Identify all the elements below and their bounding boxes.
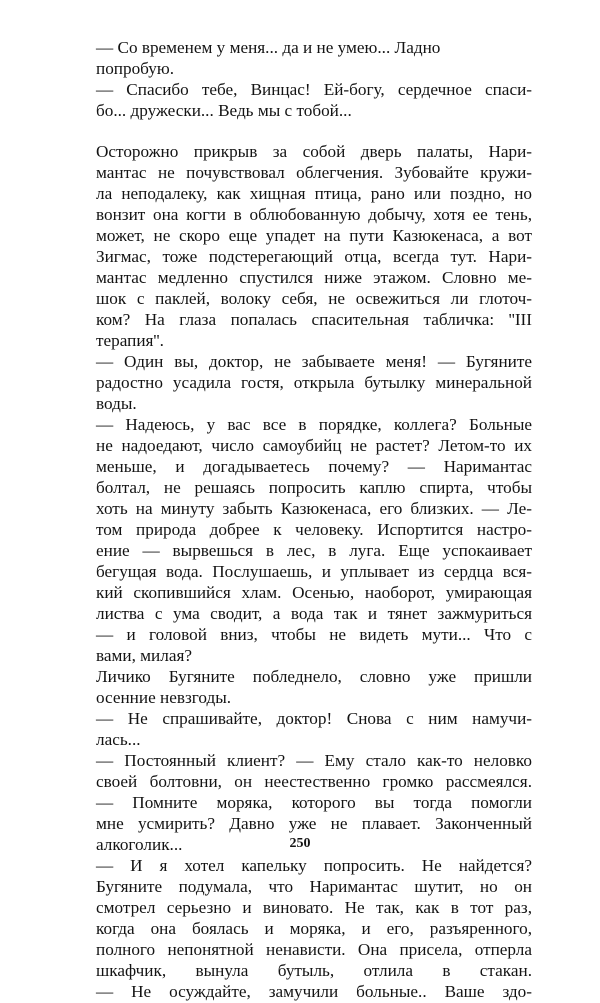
- page-number: 250: [289, 836, 311, 851]
- text-line: вами, милая?: [96, 646, 192, 665]
- text-line: может, не скоро еще упадет на пути Казюкенаса, а вот: [96, 226, 532, 245]
- text-line: болтал, не решаясь попросить каплю спирта, чтобы: [96, 478, 532, 497]
- text-line: алкоголик...: [96, 835, 183, 854]
- text-line: своей болтовни, он неестественно громко рассмеялся.: [96, 772, 532, 791]
- text-line: не надоедают, число самоубийц не растет? Летом-то их: [96, 436, 532, 455]
- text-line: меньше, и догадываетесь почему? — Наримантас: [96, 457, 532, 476]
- text-line: — Спасибо тебе, Винцас! Ей-богу, сердечное спаси-: [96, 80, 532, 99]
- text-line: Бугяните подумала, что Наримантас шутит, но он: [96, 877, 532, 896]
- text-line: — Постоянный клиент? — Ему стало как-то неловко: [96, 751, 532, 770]
- text-line: смотрел серьезно и виновато. Не так, как в тот раз,: [96, 898, 532, 917]
- text-line: — Один вы, доктор, не забываете меня! — Бугяните: [96, 352, 532, 371]
- text-line: ла неподалеку, как хищная птица, рано или поздно, но: [96, 184, 532, 203]
- text-line: Зигмас, тоже подстерегающий отца, всегда тут. Нари-: [96, 247, 532, 266]
- text-line: мне усмирить? Давно уже не плавает. Законченный: [96, 814, 532, 833]
- text-line: попробую.: [96, 59, 174, 78]
- text-line: — Не осуждайте, замучили больные.. Ваше здо-: [96, 982, 532, 1001]
- text-line: листва с ума сводит, а вода так и тянет зажмуриться: [96, 604, 532, 623]
- text-line: — Со временем у меня... да и не умею... Ладно: [96, 38, 441, 57]
- text-line: мантас медленно спустился ниже этажом. Словно ме-: [96, 268, 532, 287]
- text-line: вонзит она когти в облюбованную добычу, хотя ее тень,: [96, 205, 532, 224]
- text-line: полного непонятной ненависти. Она присела, отперла: [96, 940, 532, 959]
- text-line: когда она боялась и моряка, и его, разъяренного,: [96, 919, 532, 938]
- text-line: хоть на минуту забыть Казюкенаса, его близких. — Ле-: [96, 499, 532, 518]
- text-line: том природа добрее к человеку. Испортится настро-: [96, 520, 532, 539]
- text-line: Осторожно прикрыв за собой дверь палаты, Нари-: [96, 142, 532, 161]
- text-line: ение — вырвешься в лес, в луга. Еще успокаивает: [96, 541, 532, 560]
- text-line: воды.: [96, 394, 137, 413]
- text-line: кий скопившийся хлам. Осенью, наоборот, умирающая: [96, 583, 532, 602]
- text-line: — Не спрашивайте, доктор! Снова с ним намучи-: [96, 709, 532, 728]
- text-line: бегущая вода. Послушаешь, и уплывает из сердца вся-: [96, 562, 532, 581]
- text-line: шкафчик, вынула бутыль, отлила в стакан.: [96, 961, 532, 980]
- text-line: бо... дружески... Ведь мы с тобой...: [96, 101, 352, 120]
- text-line: — И я хотел капельку попросить. Не найдется?: [96, 856, 532, 875]
- text-line: осенние невзгоды.: [96, 688, 232, 707]
- text-line: — Помните моряка, которого вы тогда помогли: [96, 793, 532, 812]
- text-line: шок с паклей, волоку себя, не освежиться ли глоточ-: [96, 289, 532, 308]
- text-line: ком? На глаза попалась спасительная табличка: ''III: [96, 310, 532, 329]
- text-line: радостно усадила гостя, открыла бутылку минеральной: [96, 373, 532, 392]
- text-line: — и головой вниз, чтобы не видеть мути... Что с: [96, 625, 532, 644]
- text-line: — Надеюсь, у вас все в порядке, коллега? Больные: [96, 415, 532, 434]
- text-line: терапия''.: [96, 331, 164, 350]
- text-line: мантас не почувствовал облегчения. Зубовайте кружи-: [96, 163, 532, 182]
- text-line: лась...: [96, 730, 141, 749]
- text-line: Личико Бугяните побледнело, словно уже пришли: [96, 667, 532, 686]
